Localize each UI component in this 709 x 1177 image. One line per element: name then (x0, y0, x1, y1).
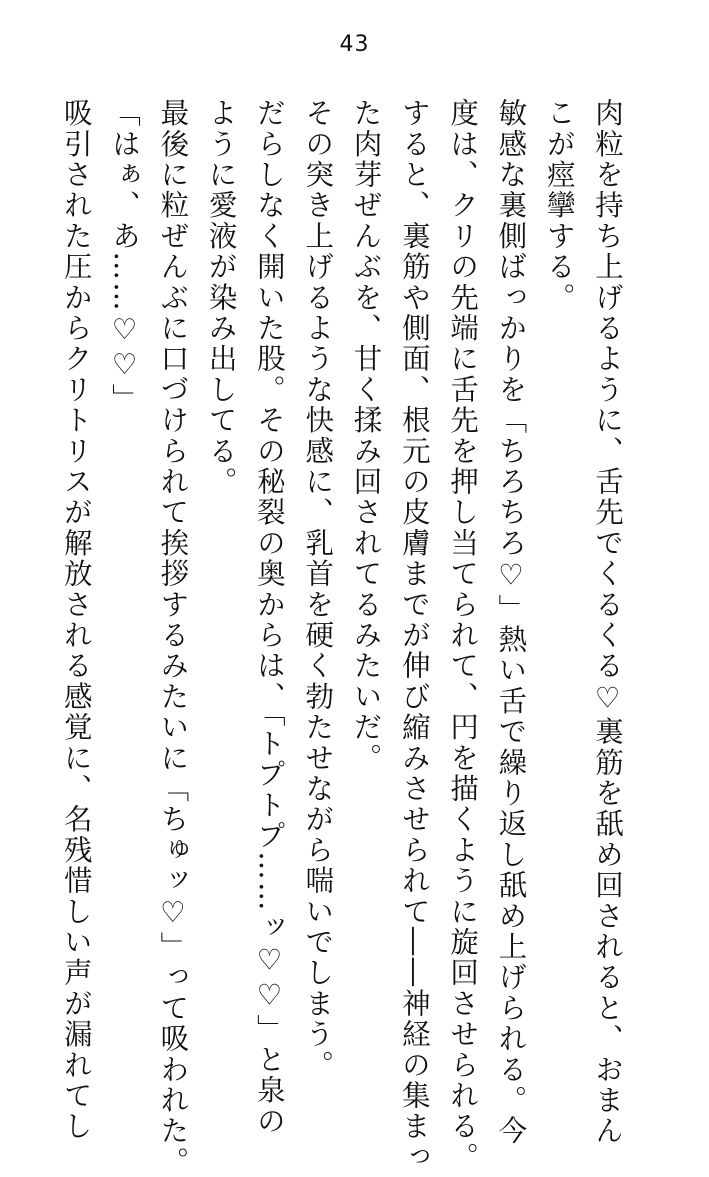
text-line: だらしなく開いた股。その秘裂の奥からは、「トプトプ……ッ♡♡」と泉の (252, 98, 286, 1137)
text-line: 敏感な裏側ばっかりを「ちろちろ♡」熱い舌で繰り返し舐め上げられる。今 (494, 98, 528, 1147)
page-number: 43 (339, 32, 370, 57)
text-line: こが痙攣する。 (542, 98, 576, 313)
text-line: 肉粒を持ち上げるように、舌先でくるくる♡裏筋を舐め回されると、おまん (591, 98, 624, 1147)
text-line: 最後に粒ぜんぶに口づけられて挨拶するみたいに「ちゅッ♡」って吸われた。 (156, 98, 190, 1177)
text-line: 度は、クリの先端に舌先を押し当てられて、円を描くように旋回させられる。 (446, 98, 480, 1173)
text-line: 「はぁ、あ……♡♡」 (108, 98, 142, 414)
text-line: ように愛液が染み出してる。 (204, 98, 238, 498)
text-line: その突き上げるような快感に、乳首を硬く勃たせながら喘いでしまう。 (301, 98, 335, 1081)
text-line: た肉芽ぜんぶを、甘く揉み回されてるみたいだ。 (349, 98, 383, 774)
text-line: 吸引された圧からクリトリスが解放される感覚に、名残惜しい声が漏れてし (59, 98, 93, 1142)
text-line: すると、裏筋や側面、根元の皮膚までが伸び縮みさせられて――神経の集まっ (397, 98, 431, 1173)
body-text (51, 98, 631, 1177)
